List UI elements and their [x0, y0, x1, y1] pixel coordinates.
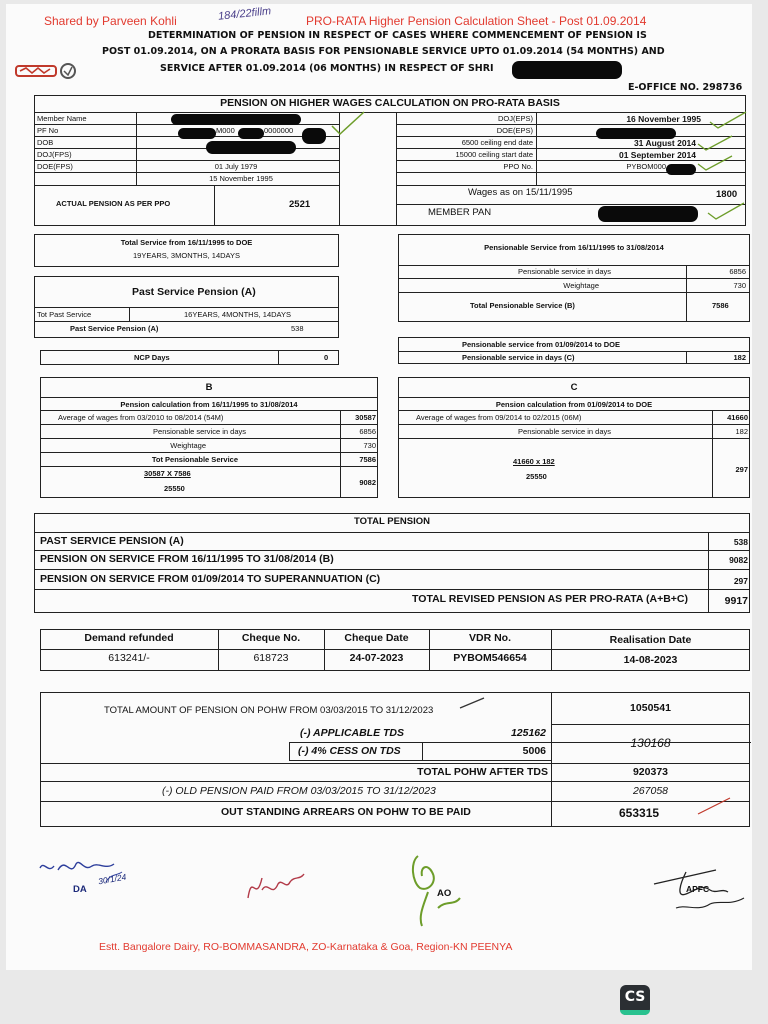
calc-c-days-value: 182	[735, 427, 748, 436]
label-pf-no: PF No	[37, 126, 59, 135]
after-service-label: Pensionable service from 01/09/2014 to DOE	[462, 340, 620, 349]
label-doj-fps: DOJ(FPS)	[37, 150, 72, 159]
sheet-title: PRO-RATA Higher Pension Calculation Sheet - Post 01.09.2014	[306, 14, 647, 28]
past-service-title: Past Service Pension (A)	[132, 286, 256, 298]
after-tds-label: TOTAL POHW AFTER TDS	[417, 766, 548, 778]
camscanner-logo-icon	[620, 985, 650, 1015]
redacted-dob	[206, 141, 296, 154]
refund-header-realisation: Realisation Date	[609, 634, 692, 646]
member-pan-label: MEMBER PAN	[428, 207, 492, 218]
calc-b-days-value: 6856	[359, 427, 376, 436]
old-pension-label: (-) OLD PENSION PAID FROM 03/03/2015 TO 31/12/2023	[162, 785, 436, 797]
total-revised-label: TOTAL REVISED PENSION AS PER PRO-RATA (A+B+C)	[412, 593, 688, 605]
total-row-a-label: PAST SERVICE PENSION (A)	[40, 535, 184, 547]
total-row-b-label: PENSION ON SERVICE FROM 16/11/1995 TO 31/08/2014 (B)	[40, 553, 334, 565]
total-service-label: Total Service from 16/11/1995 to DOE	[120, 238, 253, 247]
tds-label: (-) APPLICABLE TDS	[300, 727, 405, 739]
past-pension-value: 538	[291, 324, 304, 333]
calc-b-tot-label: Tot Pensionable Service	[151, 455, 238, 464]
tick-mark-icon	[458, 694, 488, 714]
refund-value-realisation: 14-08-2023	[623, 654, 678, 666]
da-date: 30/1/24	[97, 871, 128, 887]
ncp-days-box	[40, 350, 339, 365]
eoffice-number: E-OFFICE NO. 298736	[628, 82, 743, 93]
refund-value-cheque-no: 618723	[253, 652, 289, 664]
shared-by-text: Shared by Parveen Kohli	[44, 14, 177, 28]
doj-fps-value: 01 July 1979	[214, 162, 258, 171]
calc-b-avg-value: 30587	[355, 413, 376, 422]
check-mark-icon	[328, 108, 368, 138]
total-pensionable-label: Total Pensionable Service (B)	[470, 301, 575, 310]
outstanding-label: OUT STANDING ARREARS ON POHW TO BE PAID	[221, 806, 471, 818]
doj-eps-value: 16 November 1995	[626, 114, 701, 124]
refund-header-vdr: VDR No.	[469, 632, 511, 644]
total-row-b-value: 9082	[729, 555, 748, 565]
calc-b-weightage-value: 730	[363, 441, 376, 450]
ncp-days-value: 0	[324, 353, 329, 362]
pohw-total-value: 1050541	[630, 702, 671, 714]
cess-label: (-) 4% CESS ON TDS	[298, 745, 401, 757]
ceiling-end-value: 31 August 2014	[633, 138, 696, 148]
determination-line-3: SERVICE AFTER 01.09.2014 (06 MONTHS) IN RESPECT OF SHRI	[160, 63, 494, 74]
label-dob: DOB	[37, 138, 54, 147]
calc-b-avg-label: Average of wages from 03/2010 to 08/2014 (54M)	[58, 413, 224, 422]
total-pension-title: TOTAL PENSION	[353, 516, 430, 527]
ppo-no-value: PYBOM000	[626, 162, 666, 171]
after-days-label: Pensionable service in days (C)	[462, 353, 575, 362]
calc-c-avg-label: Average of wages from 09/2014 to 02/2015 (06M)	[416, 413, 582, 422]
pf-no-part-2: 0000000	[264, 126, 294, 135]
calc-b-formula-bottom: 25550	[164, 484, 185, 493]
calc-b-result: 9082	[359, 478, 376, 487]
refund-header-cheque-date: Cheque Date	[344, 632, 409, 644]
tds-cess-total: 130168	[630, 736, 671, 750]
total-row-c-value: 297	[733, 576, 748, 586]
cess-value: 5006	[522, 745, 546, 757]
after-tds-value: 920373	[632, 766, 669, 778]
label-ceiling-end: 6500 ceiling end date	[461, 138, 533, 147]
pohw-total-label: TOTAL AMOUNT OF PENSION ON POHW FROM 03/03/2015 TO 31/12/2023	[104, 705, 434, 716]
badge-text: CS	[624, 989, 646, 1005]
label-doe-fps: DOE(FPS)	[37, 162, 73, 171]
check-mark-icon	[696, 134, 736, 154]
refund-header-demand: Demand refunded	[84, 632, 174, 644]
weightage-label: Weightage	[563, 281, 599, 290]
total-revised-value: 9917	[724, 595, 748, 607]
weightage-value: 730	[733, 281, 746, 290]
determination-line-2: POST 01.09.2014, ON A PRORATA BASIS FOR PENSIONABLE SERVICE UPTO 01.09.2014 (54 MONTHS) AND	[102, 46, 665, 57]
calc-b-letter: B	[205, 382, 213, 393]
redacted-pf-middle	[238, 128, 264, 139]
member-section-title: PENSION ON HIGHER WAGES CALCULATION ON PRO-RATA BASIS	[220, 97, 560, 109]
total-row-c-label: PENSION ON SERVICE FROM 01/09/2014 TO SUPERANNUATION (C)	[40, 573, 381, 585]
document-page	[6, 4, 752, 970]
check-mark-icon	[696, 794, 736, 820]
calc-b-weightage-label: Weightage	[170, 441, 206, 450]
tot-past-label: Tot Past Service	[37, 310, 92, 319]
refund-value-cheque-date: 24-07-2023	[349, 652, 404, 664]
da-label: DA	[73, 884, 87, 895]
ncp-days-label: NCP Days	[134, 353, 170, 362]
calc-b-formula-top: 30587 X 7586	[144, 469, 191, 478]
outstanding-value: 653315	[619, 806, 660, 820]
ss-signature	[242, 868, 312, 913]
pf-no-part-1: M000	[216, 126, 235, 135]
refund-header-cheque-no: Cheque No.	[241, 632, 301, 644]
calc-c-days-label: Pensionable service in days	[518, 427, 611, 436]
past-pension-label: Past Service Pension (A)	[70, 324, 159, 333]
calc-c-title: Pension calculation from 01/09/2014 to DOE	[495, 400, 653, 409]
tot-past-value: 16YEARS, 4MONTHS, 14DAYS	[184, 310, 291, 319]
label-doj-eps: DOJ(EPS)	[497, 114, 533, 123]
calc-c-formula-top: 41660 x 182	[513, 457, 555, 466]
calc-b-title: Pension calculation from 16/11/1995 to 31/08/2014	[120, 400, 298, 409]
refund-value-demand: 613241/-	[108, 652, 150, 664]
determination-line-1: DETERMINATION OF PENSION IN RESPECT OF CASES WHERE COMMENCEMENT OF PENSION IS	[148, 30, 647, 41]
redacted-name	[171, 114, 301, 125]
old-pension-value: 267058	[632, 785, 669, 797]
total-service-value: 19YEARS, 3MONTHS, 14DAYS	[133, 251, 240, 260]
calc-b-days-label: Pensionable service in days	[153, 427, 246, 436]
check-mark-icon	[708, 108, 748, 132]
ceiling-start-value: 01 September 2014	[618, 150, 696, 160]
doe-fps-value: 15 November 1995	[209, 174, 273, 183]
label-ceiling-start: 15000 ceiling start date	[455, 150, 533, 159]
tds-value: 125162	[510, 727, 546, 739]
da-signature	[36, 854, 146, 899]
total-pensionable-value: 7586	[712, 301, 729, 310]
pens-days-value: 6856	[729, 267, 746, 276]
pensionable-service-title: Pensionable Service from 16/11/1995 to 31/08/2014	[484, 243, 664, 252]
refund-value-vdr: PYBOM546654	[453, 652, 527, 664]
check-mark-icon	[706, 199, 746, 223]
label-member-name: Member Name	[37, 114, 87, 123]
redacted-pf-suffix	[302, 128, 326, 144]
handwritten-annotation: 184/22fillm	[217, 5, 272, 23]
pens-days-label: Pensionable service in days	[518, 267, 611, 276]
ao-label: AO	[437, 888, 452, 899]
redacted-pf-prefix	[178, 128, 216, 139]
calc-c-avg-value: 41660	[727, 413, 748, 422]
label-ppo-no: PPO No.	[503, 162, 533, 171]
wages-label: Wages as on 15/11/1995	[468, 187, 573, 198]
calc-c-letter: C	[570, 382, 578, 393]
calc-c-formula-bottom: 25550	[526, 472, 547, 481]
actual-pension-value: 2521	[289, 199, 311, 210]
calc-c-result: 297	[735, 465, 748, 474]
total-row-a-value: 538	[733, 537, 748, 547]
redacted-ppo	[666, 164, 696, 175]
redacted-pan	[598, 206, 698, 222]
stamp-mark	[14, 60, 78, 87]
calc-b-tot-value: 7586	[359, 455, 376, 464]
actual-pension-label: ACTUAL PENSION AS PER PPO	[56, 199, 171, 208]
wages-value: 1800	[716, 189, 738, 200]
establishment-footer: Estt. Bangalore Dairy, RO-BOMMASANDRA, ZO-Karnataka & Goa, Region-KN PEENYA	[99, 941, 513, 953]
label-doe-eps: DOE(EPS)	[496, 126, 533, 135]
after-days-value: 182	[733, 353, 746, 362]
check-mark-icon	[696, 154, 736, 174]
apfc-label: APFC	[686, 884, 710, 894]
redacted-member-name	[512, 61, 622, 79]
